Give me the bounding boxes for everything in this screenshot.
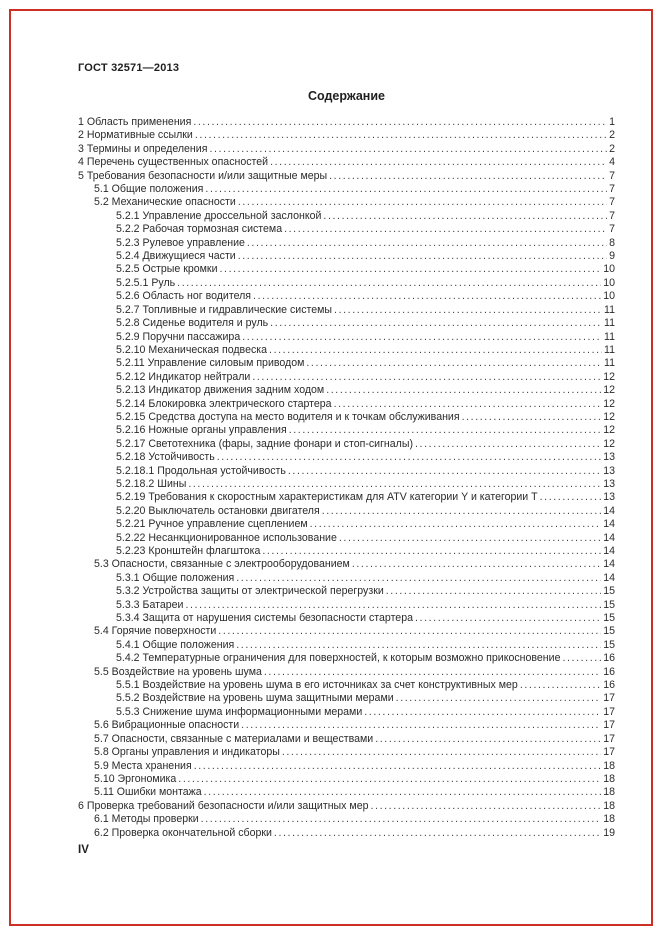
toc-entry (78, 371, 615, 384)
toc-entry (78, 398, 615, 411)
toc-entry (78, 505, 615, 518)
toc-entry-page: 13 (603, 491, 615, 504)
toc-entry-label: 5.8 Органы управления и индикаторы (94, 746, 280, 759)
toc-entry-label: 5.2.14 Блокировка электрического стартера (116, 397, 332, 410)
toc-entry-label: 5.2.18.2 Шины (116, 477, 187, 490)
toc-entry (78, 532, 615, 545)
toc-entry-page: 12 (603, 437, 615, 450)
toc-entry-page: 15 (603, 612, 615, 625)
dot-leader (241, 719, 601, 732)
toc-entry-page: 11 (604, 317, 615, 330)
toc-entry-label: 5.2.7 Топливные и гидравлические системы (116, 303, 333, 316)
toc-entry-label: 5.3.1 Общие положения (116, 571, 235, 584)
toc-entry-label: 5.2.23 Кронштейн флагштока (116, 545, 261, 557)
toc-entry-label: 5.2.13 Индикатор движения задним ходом (116, 384, 325, 397)
toc-entry-label: 5.4 Горячие поверхности (94, 625, 217, 638)
toc-entry (78, 827, 615, 840)
dot-leader (177, 277, 601, 290)
toc-entry (78, 170, 615, 183)
toc-entry-label: 6.1 Методы проверки (94, 813, 199, 826)
dot-leader (264, 666, 601, 679)
dot-leader (252, 371, 601, 384)
toc-entry-page: 11 (604, 357, 615, 370)
toc-entry-label: 5.2.18.1 Продольная устойчивость (116, 464, 286, 477)
document-number: ГОСТ 32571—2013 (78, 62, 180, 74)
toc-entry (78, 625, 615, 638)
toc-entry-page: 4 (609, 156, 615, 169)
toc-entry (78, 813, 615, 826)
toc-entry-label: 5.7 Опасности, связанные с материалами и веществами (94, 732, 374, 745)
toc-entry (78, 344, 615, 357)
toc-entry-label: 5.2.6 Область ног водителя (116, 290, 252, 303)
toc-entry-label: 6.2 Проверка окончательной сборки (94, 826, 272, 839)
toc-entry-label: 5.2.3 Рулевое управление (116, 236, 245, 249)
toc-entry (78, 773, 615, 786)
toc-entry-page: 14 (603, 531, 615, 544)
dot-leader (205, 183, 607, 196)
dot-leader (288, 465, 601, 478)
toc-entry (78, 451, 615, 464)
toc-entry (78, 384, 615, 397)
dot-leader (238, 196, 607, 209)
toc-entry-page: 15 (603, 638, 615, 651)
toc-entry-label: 5.9 Места хранения (94, 759, 192, 772)
toc-entry-label: 5.2.1 Управление дроссельной заслонкой (116, 209, 322, 222)
toc-entry-page: 13 (603, 477, 615, 490)
dot-leader (364, 706, 601, 719)
dot-leader (326, 384, 601, 397)
dot-leader (306, 357, 602, 370)
toc-entry-label: 5.10 Эргономика (94, 772, 177, 785)
toc-entry-label: 5.4.2 Температурные ограничения для поверхностей, к которым возможно прикосновение (116, 652, 561, 665)
toc-entry (78, 143, 615, 156)
toc-entry (78, 760, 615, 773)
toc-entry-page: 13 (603, 464, 615, 477)
toc-entry-label: 5.3 Опасности, связанные с электрооборудованием (94, 558, 350, 571)
dot-leader (370, 800, 601, 813)
dot-leader (236, 572, 601, 585)
toc-entry-page: 14 (603, 545, 615, 557)
toc-entry-page: 17 (603, 732, 615, 745)
dot-leader (220, 263, 602, 276)
toc-entry (78, 585, 615, 598)
toc-entry (78, 263, 615, 276)
dot-leader (375, 733, 601, 746)
toc-entry (78, 612, 615, 625)
toc-entry-page: 14 (603, 558, 615, 571)
toc-entry (78, 277, 615, 290)
toc-entry-page: 18 (603, 799, 615, 812)
toc-entry-page: 7 (609, 209, 615, 222)
toc-entry (78, 357, 615, 370)
toc-entry-label: 5.2.16 Ножные органы управления (116, 424, 287, 437)
dot-leader (396, 692, 602, 705)
dot-leader (204, 786, 602, 799)
toc-entry-label: 5.5.1 Воздействие на уровень шума в его источниках за счет конструктивных мер (116, 679, 518, 692)
dot-leader (329, 170, 607, 183)
toc-entry (78, 733, 615, 746)
toc-entry-page: 1 (609, 116, 615, 128)
toc-entry-label: 4 Перечень существенных опасностей (78, 156, 269, 169)
toc-entry (78, 572, 615, 585)
dot-leader (218, 625, 601, 638)
toc-entry-page: 11 (604, 330, 615, 343)
toc-entry-page: 12 (603, 370, 615, 383)
toc-entry (78, 786, 615, 799)
dot-leader (209, 143, 607, 156)
toc-entry-label: 5.2.11 Управление силовым приводом (116, 357, 305, 370)
dot-leader (310, 518, 602, 531)
toc-entry-label: 5.6 Вибрационные опасности (94, 719, 240, 732)
toc-list (78, 116, 615, 840)
dot-leader (270, 156, 607, 169)
toc-entry (78, 719, 615, 732)
toc-entry-page: 15 (603, 598, 615, 611)
toc-entry (78, 652, 615, 665)
dot-leader (253, 290, 601, 303)
dot-leader (270, 317, 602, 330)
dot-leader (334, 398, 602, 411)
toc-entry-page: 7 (609, 183, 615, 196)
toc-entry (78, 196, 615, 209)
toc-entry-page: 15 (603, 625, 615, 638)
dot-leader (194, 760, 602, 773)
toc-entry-label: 5.3.2 Устройства защиты от электрической перегрузки (116, 585, 384, 598)
toc-entry-label: 5.2.18 Устойчивость (116, 451, 215, 464)
toc-entry-label: 5.5 Воздействие на уровень шума (94, 665, 262, 678)
toc-entry-label: 3 Термины и определения (78, 142, 208, 155)
toc-entry (78, 545, 615, 558)
toc-entry-page: 10 (603, 276, 615, 289)
toc-entry-page: 2 (609, 142, 615, 155)
toc-entry-label: 5.3.4 Защита от нарушения системы безопасности стартера (116, 612, 413, 625)
dot-leader (178, 773, 601, 786)
dot-leader (217, 451, 601, 464)
toc-entry (78, 438, 615, 451)
toc-entry-label: 5.2.15 Средства доступа на место водителя и к точкам обслуживания (116, 410, 460, 423)
toc-entry-page: 12 (603, 410, 615, 423)
toc-entry-page: 18 (603, 772, 615, 785)
toc-entry-label: 5.5.2 Воздействие на уровень шума защитными мерами (116, 692, 394, 705)
toc-entry-page: 7 (609, 196, 615, 209)
toc-entry-label: 5.2.2 Рабочая тормозная система (116, 223, 283, 236)
toc-entry (78, 746, 615, 759)
dot-leader (322, 505, 601, 518)
dot-leader (195, 129, 607, 142)
toc-entry-page: 17 (603, 719, 615, 732)
toc-entry (78, 599, 615, 612)
toc-entry (78, 156, 615, 169)
toc-title: Содержание (307, 89, 385, 103)
toc-entry-page: 16 (603, 665, 615, 678)
dot-leader (238, 250, 607, 263)
toc-entry (78, 331, 615, 344)
toc-entry-label: 5.2 Механические опасности (94, 196, 236, 209)
toc-entry (78, 465, 615, 478)
toc-entry-page: 2 (609, 129, 615, 142)
dot-leader (540, 491, 602, 504)
dot-leader (247, 237, 607, 250)
toc-entry-label: 5.11 Ошибки монтажа (94, 786, 202, 799)
toc-entry-page: 9 (609, 250, 615, 263)
toc-entry-label: 5.5.3 Снижение шума информационными мерами (116, 705, 363, 718)
dot-leader (415, 612, 601, 625)
toc-entry (78, 129, 615, 142)
toc-entry-page: 11 (604, 303, 615, 316)
toc-entry-label: 5.2.20 Выключатель остановки двигателя (116, 504, 320, 517)
toc-entry-page: 17 (603, 746, 615, 759)
toc-entry-label: 5 Требования безопасности и/или защитные меры (78, 169, 328, 182)
toc-entry-page: 7 (609, 169, 615, 182)
dot-leader (201, 813, 602, 826)
toc-entry-label: 5.2.17 Светотехника (фары, задние фонари и стоп-сигналы) (116, 437, 414, 450)
toc-entry-page: 10 (603, 263, 615, 276)
toc-entry-page: 19 (603, 826, 615, 839)
toc-entry (78, 183, 615, 196)
toc-entry (78, 411, 615, 424)
toc-entry (78, 692, 615, 705)
toc-entry-page: 12 (603, 424, 615, 437)
dot-leader (282, 746, 601, 759)
toc-entry-label: 5.2.8 Сиденье водителя и руль (116, 317, 269, 330)
dot-leader (415, 438, 601, 451)
dot-leader (193, 116, 607, 129)
toc-entry-label: 5.4.1 Общие положения (116, 638, 235, 651)
toc-entry-page: 11 (604, 343, 615, 356)
dot-leader (334, 304, 602, 317)
toc-entry (78, 424, 615, 437)
toc-entry-label: 5.2.10 Механическая подвеска (116, 343, 268, 356)
toc-entry (78, 679, 615, 692)
dot-leader (269, 344, 602, 357)
dot-leader (323, 210, 607, 223)
toc-entry (78, 666, 615, 679)
toc-entry-page: 17 (603, 705, 615, 718)
toc-entry-page: 18 (603, 813, 615, 826)
toc-entry-label: 5.1 Общие положения (94, 183, 204, 196)
dot-leader (462, 411, 602, 424)
toc-entry-label: 2 Нормативные ссылки (78, 129, 193, 142)
toc-entry-page: 18 (603, 759, 615, 772)
toc-entry-label: 5.2.9 Поручни пассажира (116, 330, 241, 343)
toc-entry (78, 237, 615, 250)
toc-entry (78, 223, 615, 236)
toc-entry-page: 12 (603, 384, 615, 397)
dot-leader (185, 599, 601, 612)
dot-leader (236, 639, 601, 652)
toc-entry-page: 17 (603, 692, 615, 705)
dot-leader (562, 652, 601, 665)
toc-entry-label: 6 Проверка требований безопасности и/или защитных мер (78, 799, 369, 812)
dot-leader (386, 585, 601, 598)
toc-entry-page: 10 (603, 290, 615, 303)
toc-entry (78, 304, 615, 317)
toc-entry (78, 250, 615, 263)
toc-entry-page: 13 (603, 451, 615, 464)
toc-entry (78, 639, 615, 652)
toc-entry-page: 16 (603, 679, 615, 692)
dot-leader (188, 478, 601, 491)
toc-entry (78, 210, 615, 223)
toc-entry-label: 5.2.4 Движущиеся части (116, 250, 236, 263)
dot-leader (339, 532, 601, 545)
dot-leader (352, 558, 601, 571)
toc-entry-page: 14 (603, 504, 615, 517)
toc-entry (78, 558, 615, 571)
toc-entry (78, 491, 615, 504)
toc-entry (78, 317, 615, 330)
toc-entry (78, 478, 615, 491)
toc-entry (78, 800, 615, 813)
toc-entry-page: 12 (603, 397, 615, 410)
toc-entry-page: 18 (603, 786, 615, 799)
dot-leader (242, 331, 602, 344)
dot-leader (289, 424, 602, 437)
dot-leader (262, 545, 601, 558)
toc-entry-page: 7 (609, 223, 615, 236)
toc-entry-label: 5.2.5.1 Руль (116, 276, 176, 289)
toc-entry-label: 1 Область применения (78, 116, 192, 128)
toc-entry-page: 14 (603, 518, 615, 531)
dot-leader (520, 679, 601, 692)
toc-entry (78, 706, 615, 719)
toc-entry-label: 5.3.3 Батареи (116, 598, 184, 611)
toc-entry-page: 15 (603, 585, 615, 598)
page-number-footer: IV (78, 844, 89, 856)
toc-entry (78, 116, 615, 129)
toc-entry-page: 16 (603, 652, 615, 665)
toc-entry (78, 290, 615, 303)
toc-entry-page: 14 (603, 571, 615, 584)
toc-entry-page: 8 (609, 236, 615, 249)
toc-entry-label: 5.2.22 Несанкционированное использование (116, 531, 337, 544)
dot-leader (274, 827, 601, 840)
toc-entry-label: 5.2.12 Индикатор нейтрали (116, 370, 251, 383)
toc-entry-label: 5.2.5 Острые кромки (116, 263, 218, 276)
toc-entry-label: 5.2.21 Ручное управление сцеплением (116, 518, 308, 531)
toc-entry (78, 518, 615, 531)
toc-entry-label: 5.2.19 Требования к скоростным характеристикам для ATV категории Y и категории Т (116, 491, 538, 504)
dot-leader (284, 223, 607, 236)
